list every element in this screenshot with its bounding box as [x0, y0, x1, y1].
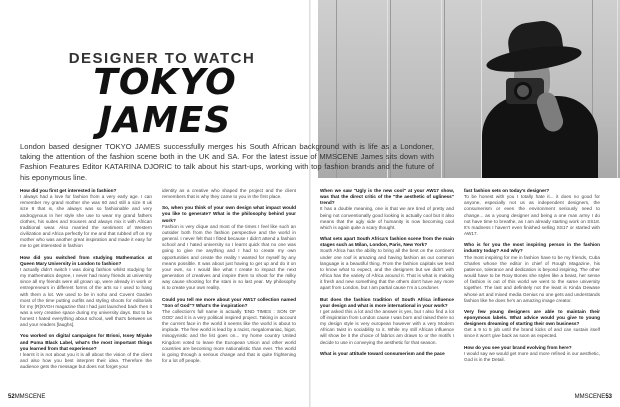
interview-answer: I learnt it is not about you it is all about the vision of the client and also how you best interpret their idea. Therefore the audience gets the message but does not forget your — [20, 351, 152, 370]
interview-question: How did you first get interested in fashion? — [20, 188, 117, 193]
footer-right — [575, 394, 612, 400]
interview-answer: Get a 9 to 5 job until the brand kicks of and can sustain itself since it won't give back as soon as expected. — [464, 327, 600, 339]
text-column-2 — [162, 188, 296, 384]
text-column-1 — [20, 188, 152, 384]
interview-answer: I actually didn't switch I was doing fashion whilst studying for my mathematics degree, I never had many friends at university since all my friends were all grown up, were already in work or entrepreneurs in different forms of the arts so I used to hang with them a lot. We used to be in soho and Covent Garden most of the time putting outfits and styling shoots for editorials for my [R]XVGH magazine that I had just launched back then it was a very creative space during my university days. But to be honest I hated everything about school, well that's between us and your readers [laughs]. — [20, 266, 152, 328]
magazine-name: MMSCENE — [14, 394, 46, 400]
article-intro: London based designer TOKYO JAMES successfully merges his South African background with is life as a Londoner, taking the attention of the fashion scene both in the UK and SA. For the latest issue of MMSCENE James sits down with Fashion Features Editor KATARINA DJORIC to talk about his start-ups, working with top fashion brands and the future of his eponymous line. — [20, 142, 434, 182]
interview-question: So, when you think of your own design what impact would you like to generate? What is the philosophy behind your work? — [162, 205, 296, 223]
interview-question: fast fashion sets on today's designer? — [464, 188, 550, 193]
text-column-3 — [320, 188, 454, 384]
camera-lens-icon — [514, 82, 532, 100]
interview-question: Could you tell me more about your AW17 collection named "Son of God"? What's the inspiration? — [162, 296, 296, 308]
window-panel — [444, 0, 482, 178]
article-title — [20, 64, 310, 140]
title-line-2: JAMES — [98, 100, 232, 141]
interview-question: Who is for you the most inspiring person in the fashion industry today? And why? — [464, 242, 600, 254]
interview-question: But does the fashion tradition of South Africa influence your design and what is more international in your work? — [320, 296, 454, 308]
interview-answer: I would say we would get more and more refined in our aesthetic, God is in the Detail. — [464, 350, 600, 362]
text-column-4 — [464, 188, 600, 384]
interview-question: When we saw "Ugly is the new cool" at your AW17 show, was that the direct critic of the "the aesthetic of ugliness" trend? — [320, 188, 454, 206]
interview-answer: It has a double meaning, one is that we are tired of pretty and being not conventionally good looking is actually cool but it also means that the ugly side of humanity is now becoming cool which is again quite a scary thought. — [320, 206, 454, 230]
article-kicker: DESIGNER TO WATCH — [68, 50, 256, 67]
page-gutter — [309, 0, 311, 407]
interview-question: How do you see your brand evolving from here? — [464, 344, 572, 350]
page-number: 53 — [605, 394, 612, 400]
magazine-name: MMSCENE — [574, 394, 606, 400]
interview-answer: I always had a love for fashion from a very early age. I can remember my grand mother she was 60 and still a size 8 uk size 8 that is, she always was so fashionable and very androgynous in her style she use to wear my grand fathers clothes, his suites and trousers and always mix it with African traditional wear. Also married the sentiment of Western civilization and Africa perfectly for me and that rubbed off on my mother who was another great inspiration and made it easy for me to get interested in fashion — [20, 194, 152, 249]
footer-left — [8, 394, 45, 400]
interview-question: You worked on digital campaigns for Brioni, Issey Miyake and Puma Black Label, what's the most important things you learned from that experience? — [20, 333, 152, 351]
interview-answer: identity as a creative who shaped the project and the client remembers that is why they came to you in the first place. — [162, 188, 296, 200]
interview-question: What is your attitude toward consumerism and the pace — [320, 350, 445, 356]
interview-answer: To be honest with you I totally hate it... it does no good for anyone, especially not us as independent designers, the consumerism or even the environment seriously need to change... as a young designer and being a one man army I do not have time to breathe, as I am already starting work on SS18. It's madness I haven't even finished selling SS17 or started with AW17. — [464, 194, 600, 237]
interview-answer: Fashion is very clique and most of the times I feel like such an outsider both from the fashion perspective and the world in general. I never felt that I fitted because I didn't attend a fashion school and I hated university so I learnt quick that no one was going to give me anything and I had to create my own opportunities and create the reality I wanted for myself by any means possible. It was about just having to get up and do it on your own, so I would like what I create to impact the next generation of creatives and inspire them to shoot for the milky way cause shooting for the stars is so last year. My philosophy is to create your own reality. — [162, 223, 296, 291]
page-number: 52 — [8, 394, 15, 400]
interview-question: What sets apart South Africa's fashion scene from the main stages such as Milan, London, Paris, New York? — [320, 236, 454, 248]
interview-answer: The collection's full name is actually 'END TIMES : SON OF GOD' and it is a very political inspired project. Taking in account the current face in the world it seems like the world is about to implode. The free world is lead by a racist, megalomaniac, bigot, misogynistic and the list goes on... my home country United Kingdom voted to leave the European Union and other world countries are becoming more nationalistic than ever. The world is going through a serious change and that is quite frightening for a lot off people. — [162, 308, 296, 364]
interview-question: How did you switched from studying Mathematics at Queen Mary University in London to fashion? — [20, 254, 152, 266]
interview-answer: I get asked this a lot and the answer is yes, but I also find a lot off inspiration from London cause I was born and raised there so my design style is very european however with a very Modern African twist in sociability to it. While my still African influence will show be it the choice of fabrics am drawn to or the motifs I decide to use in conveying the aesthetic for that season. — [320, 308, 454, 345]
interview-answer: South Africa has the ability to bring all the best on the continent under one roof is amazing and having fashion as our common language is a beautiful thing. From the fashion capitals we tend to know what to expect, and the designers but we didn't with Africa has the variety of Africa around it. That is what is making it fresh and new something that the others don't have any more apart from London, but I am partial cause I'm a Londoner. — [320, 248, 454, 291]
title-line-1: TOKYO — [93, 62, 237, 103]
interview-question: Very few young designers are able to maintain their eponymous labels. What advice would you give to young designers dreaming of starting their own business? — [464, 308, 600, 327]
interview-answer: The most inspiring for me in fashion have to be my friends, Cuba Charles whose the editor in chief of Rough Magazine, his patience, tolerance and dedication is beyond inspiring. The other would have to be Roxy Bones she styles like a beast, her sense of fashion is out of this world we went to the same university together. The last and definitely not the least is Kinda Dewase whose art and mixed media Genius no one gets and understands fashion like he does he's an amazing image creator. — [464, 254, 600, 303]
